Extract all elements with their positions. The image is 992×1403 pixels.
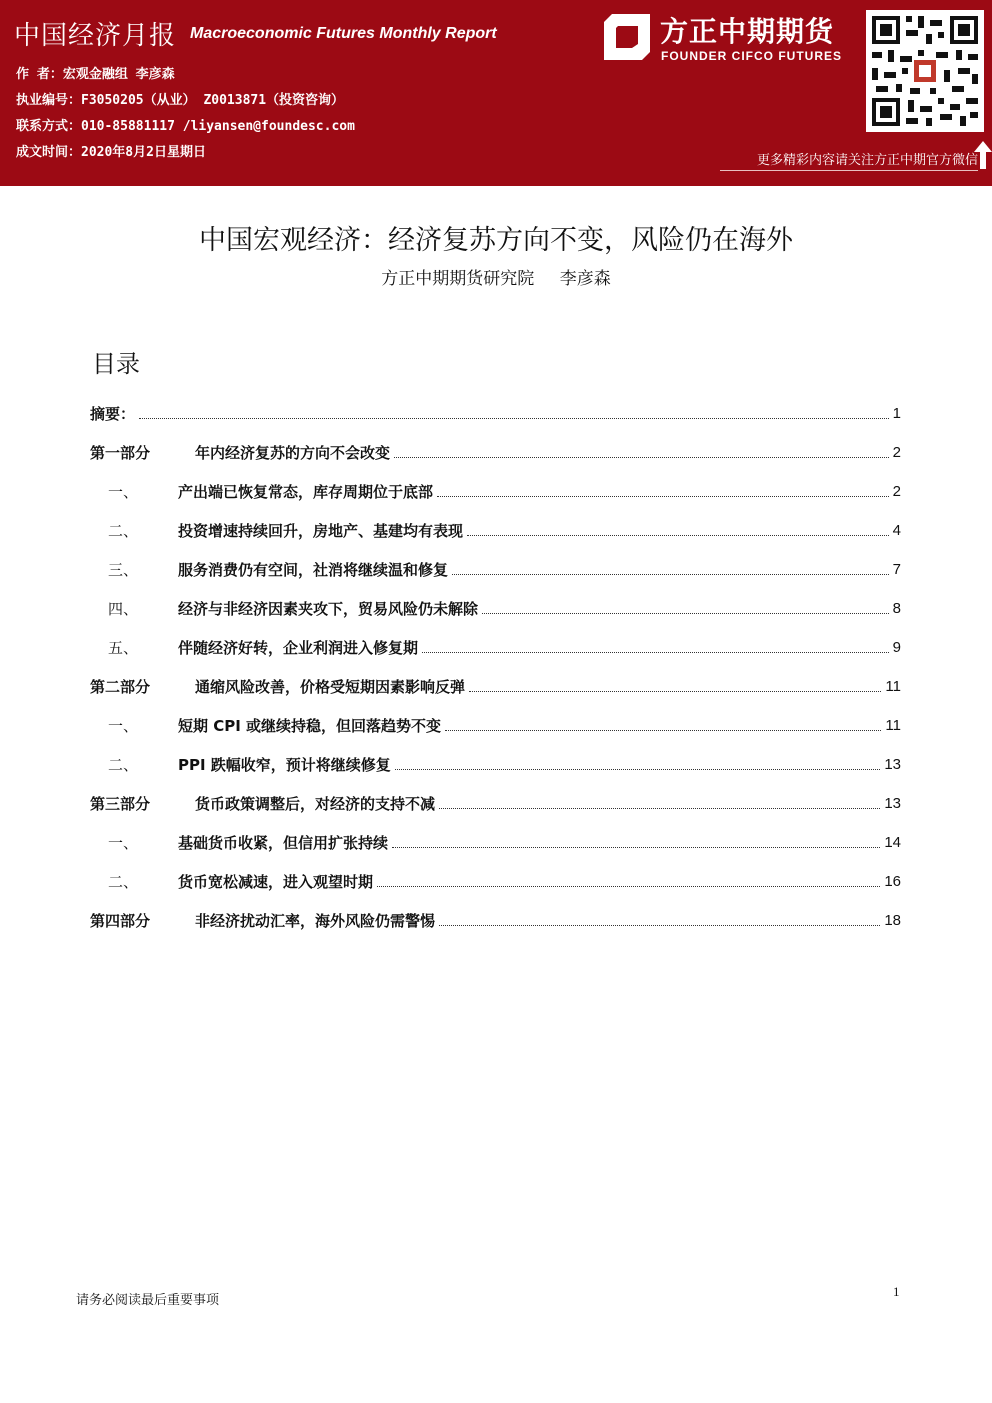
contact-line: 联系方式：010-85881117 /liyansen@foundesc.com bbox=[16, 119, 355, 134]
toc-entry-page: 1 bbox=[892, 405, 901, 422]
toc-entry-title: 投资增速持续回升，房地产、基建均有表现 bbox=[178, 522, 464, 540]
toc-entry-number: 一、 bbox=[108, 834, 139, 852]
toc-entry-number: 四、 bbox=[108, 600, 139, 618]
toc-entry[interactable] bbox=[90, 784, 901, 823]
toc-entry-number: 二、 bbox=[108, 873, 139, 891]
up-arrow-icon bbox=[974, 141, 992, 169]
toc-entry-page: 4 bbox=[892, 522, 901, 539]
toc-entry-page: 8 bbox=[892, 600, 901, 617]
toc-entry[interactable] bbox=[90, 433, 901, 472]
license-line: 执业编号：F3050205（从业） Z0013871（投资咨询） bbox=[16, 93, 345, 108]
toc-entry-page: 13 bbox=[884, 795, 901, 812]
founder-logo-icon bbox=[604, 14, 650, 60]
toc-entry-page: 11 bbox=[885, 717, 901, 734]
toc-entry-page: 14 bbox=[884, 834, 901, 851]
toc-entry[interactable] bbox=[90, 628, 901, 667]
toc-entry[interactable] bbox=[90, 706, 901, 745]
toc-entry[interactable] bbox=[90, 550, 901, 589]
toc-entry-page: 18 bbox=[884, 912, 901, 929]
toc-leader-dots bbox=[445, 730, 881, 731]
toc-entry-title: 产出端已恢复常态，库存周期位于底部 bbox=[178, 483, 434, 501]
toc-entry[interactable] bbox=[90, 745, 901, 784]
toc-entry[interactable] bbox=[90, 394, 901, 433]
toc-entry-page: 13 bbox=[884, 756, 901, 773]
toc-entry-page: 2 bbox=[892, 444, 901, 461]
toc-leader-dots bbox=[139, 418, 889, 419]
toc-entry-title: 非经济扰动汇率，海外风险仍需警惕 bbox=[195, 912, 436, 930]
toc-entry[interactable] bbox=[90, 511, 901, 550]
toc-entry-page: 2 bbox=[892, 483, 901, 500]
toc-leader-dots bbox=[439, 925, 880, 926]
wechat-promo: 更多精彩内容请关注方正中期官方微信 bbox=[756, 153, 978, 168]
toc-leader-dots bbox=[395, 769, 881, 770]
toc-entry-number: 第四部分 bbox=[90, 912, 151, 930]
toc-entry-number: 第二部分 bbox=[90, 678, 151, 696]
toc-entry-title: 伴随经济好转，企业利润进入修复期 bbox=[178, 639, 419, 657]
toc-entry[interactable] bbox=[90, 901, 901, 940]
table-of-contents bbox=[90, 394, 901, 940]
toc-leader-dots bbox=[392, 847, 880, 848]
toc-entry[interactable] bbox=[90, 862, 901, 901]
toc-entry-title: 服务消费仍有空间，社消将继续温和修复 bbox=[178, 561, 449, 579]
toc-entry-number: 五、 bbox=[108, 639, 139, 657]
toc-entry[interactable] bbox=[90, 667, 901, 706]
author-line: 作 者：宏观金融组 李彦森 bbox=[16, 67, 175, 82]
promo-underline bbox=[720, 170, 978, 171]
document-title: 中国宏观经济：经济复苏方向不变，风险仍在海外 bbox=[199, 225, 793, 256]
qr-code-icon[interactable] bbox=[866, 10, 984, 132]
page-number: 1 bbox=[893, 1284, 900, 1299]
toc-leader-dots bbox=[469, 691, 881, 692]
toc-entry-number: 二、 bbox=[108, 756, 139, 774]
company-logo-cn: 方正中期期货 bbox=[660, 15, 835, 48]
toc-entry-page: 7 bbox=[892, 561, 901, 578]
toc-entry-number: 一、 bbox=[108, 717, 139, 735]
toc-entry-page: 16 bbox=[884, 873, 901, 890]
toc-entry-number: 一、 bbox=[108, 483, 139, 501]
toc-leader-dots bbox=[452, 574, 889, 575]
report-title-en: Macroeconomic Futures Monthly Report bbox=[190, 25, 497, 42]
toc-entry-title: 经济与非经济因素夹攻下，贸易风险仍未解除 bbox=[178, 600, 479, 618]
toc-leader-dots bbox=[437, 496, 889, 497]
report-title-cn: 中国经济月报 bbox=[14, 21, 177, 51]
toc-entry-title: 年内经济复苏的方向不会改变 bbox=[195, 444, 391, 462]
company-logo-en: FOUNDER CIFCO FUTURES bbox=[661, 49, 842, 63]
toc-entry[interactable] bbox=[90, 589, 901, 628]
toc-leader-dots bbox=[422, 652, 889, 653]
toc-entry-title: 货币宽松减速，进入观望时期 bbox=[178, 873, 374, 891]
toc-leader-dots bbox=[467, 535, 889, 536]
toc-entry-number: 第一部分 bbox=[90, 444, 151, 462]
toc-entry-number: 第三部分 bbox=[90, 795, 151, 813]
toc-entry-page: 11 bbox=[885, 678, 901, 695]
footer-notice: 请务必阅读最后重要事项 bbox=[76, 1293, 220, 1308]
header-divider bbox=[0, 178, 992, 186]
toc-leader-dots bbox=[439, 808, 880, 809]
toc-entry-title: 短期 CPI 或继续持稳，但回落趋势不变 bbox=[178, 717, 442, 735]
toc-leader-dots bbox=[394, 457, 889, 458]
toc-entry-number: 二、 bbox=[108, 522, 139, 540]
toc-entry[interactable] bbox=[90, 823, 901, 862]
toc-entry[interactable] bbox=[90, 472, 901, 511]
toc-leader-dots bbox=[482, 613, 889, 614]
document-subtitle: 方正中期期货研究院 李彦森 bbox=[381, 269, 611, 289]
toc-leader-dots bbox=[377, 886, 880, 887]
toc-entry-title: 通缩风险改善，价格受短期因素影响反弹 bbox=[195, 678, 466, 696]
date-line: 成文时间：2020年8月2日星期日 bbox=[16, 145, 206, 160]
toc-entry-title: PPI 跌幅收窄，预计将继续修复 bbox=[178, 756, 391, 774]
toc-heading: 目录 bbox=[92, 350, 140, 378]
toc-entry-number: 三、 bbox=[108, 561, 139, 579]
toc-entry-title: 摘要： bbox=[90, 405, 136, 423]
toc-entry-title: 货币政策调整后，对经济的支持不减 bbox=[195, 795, 436, 813]
toc-entry-page: 9 bbox=[892, 639, 901, 656]
toc-entry-title: 基础货币收紧，但信用扩张持续 bbox=[178, 834, 389, 852]
